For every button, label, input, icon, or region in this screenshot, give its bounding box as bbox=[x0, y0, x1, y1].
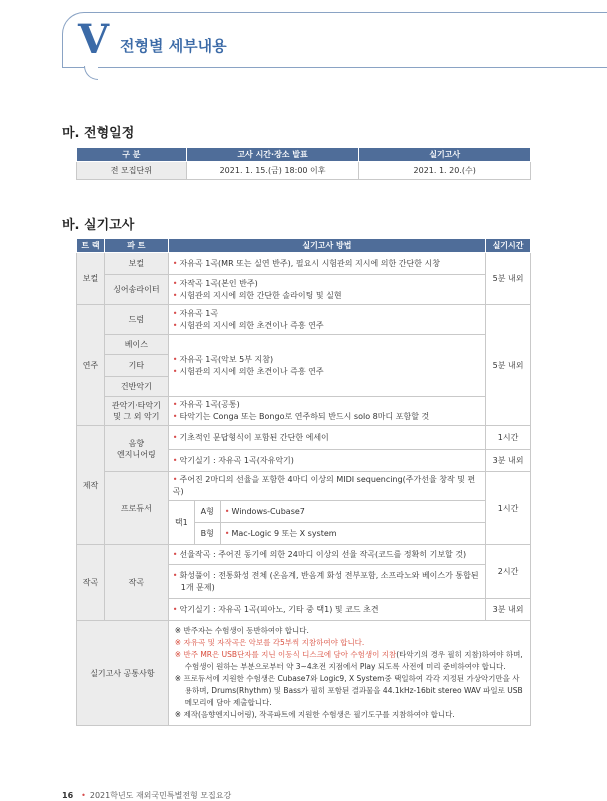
common-note-5: ※ 제작(음향엔지니어링), 작곡파트에 지원한 수험생은 필기도구를 지참하여야 합니다. bbox=[174, 710, 455, 719]
schedule-announce-date: 2021. 1. 15.(금) 18:00 이후 bbox=[186, 162, 359, 180]
compose-harmony-method: • 화성풀이 : 전통화성 전체 (온음계, 반음계 화성 전부포함, 소프라노와 베이스가 통합된 1개 문제) bbox=[168, 565, 485, 599]
exam-heading: 바. 실기고사 bbox=[62, 218, 135, 233]
part-keys: 건반악기 bbox=[104, 377, 168, 397]
part-compose: 작곡 bbox=[104, 545, 168, 621]
part-singer-songwriter: 싱어송라이터 bbox=[104, 275, 168, 305]
sound-instrument-method: • 악기실기 : 자유곡 1곡(자유악기) bbox=[168, 450, 485, 472]
schedule-row-label: 전 모집단위 bbox=[77, 162, 187, 180]
producer-type-a-desc: • Windows-Cubase7 bbox=[220, 501, 485, 523]
drum-method: • 자유곡 1곡 • 시험관의 지시에 의한 초견이나 즉흥 연주 bbox=[168, 305, 485, 335]
exam-header-part: 파 트 bbox=[104, 239, 168, 253]
part-guitar: 기타 bbox=[104, 355, 168, 377]
producer-type-b: B형 bbox=[194, 523, 220, 545]
common-note-3: ※ 반주 MR은 USB단자를 지닌 이동식 디스크에 담아 수험생이 지참(타악기의 경우 필히 지참)하여야 하며, 수험생이 원하는 부분으로부터 약 3~4초전 지점에서 Play 되도록 사전에 미리 준비하여야 합니다. bbox=[174, 650, 523, 671]
track-produce: 제작 bbox=[77, 426, 105, 545]
track-vocal: 보컬 bbox=[77, 253, 105, 305]
perform-time: 5분 내외 bbox=[486, 305, 531, 426]
producer-type-a: A형 bbox=[194, 501, 220, 523]
producer-method: • 주어진 2마디의 선율을 포함한 4마디 이상의 MIDI sequencing(주가선율 창작 및 편곡) bbox=[168, 472, 485, 501]
vocal-method: • 자유곡 1곡(MR 또는 실연 반주), 필요시 시험관의 지시에 의한 간단한 시창 bbox=[168, 253, 485, 275]
schedule-header-exam: 실기고사 bbox=[359, 148, 531, 162]
part-brass-percussion: 관악기·타악기 및 그 외 악기 bbox=[104, 397, 168, 426]
exam-header-track: 트 랙 bbox=[77, 239, 105, 253]
producer-choice: 택1 bbox=[168, 501, 194, 545]
part-vocal: 보컬 bbox=[104, 253, 168, 275]
vocal-time: 5분 내외 bbox=[486, 253, 531, 305]
section-roman-numeral: V bbox=[78, 16, 110, 63]
schedule-exam-date: 2021. 1. 20.(수) bbox=[359, 162, 531, 180]
exam-header-method: 실기고사 방법 bbox=[168, 239, 485, 253]
producer-type-b-desc: • Mac-Logic 9 또는 X system bbox=[220, 523, 485, 545]
common-note-1: ※ 반주자는 수험생이 동반하여야 합니다. bbox=[174, 626, 309, 635]
compose-written-time: 2시간 bbox=[486, 545, 531, 599]
mid-instrument-method: • 자유곡 1곡(악보 5부 지참) • 시험관의 지시에 의한 초견이나 즉흥 연주 bbox=[168, 335, 485, 397]
track-perform: 연주 bbox=[77, 305, 105, 426]
singer-songwriter-method: • 자작곡 1곡(본인 반주) • 시험관의 지시에 의한 간단한 솔라이팅 및 실현 bbox=[168, 275, 485, 305]
exam-table bbox=[76, 238, 531, 726]
brass-method: • 자유곡 1곡(공통) • 타악기는 Conga 또는 Bongo로 연주하되 반드시 solo 8마디 포함할 것 bbox=[168, 397, 485, 426]
schedule-table bbox=[76, 147, 531, 180]
compose-instrument-method: • 악기실기 : 자유곡 1곡(피아노, 기타 중 택1) 및 코드 초견 bbox=[168, 599, 485, 621]
sound-instrument-time: 3분 내외 bbox=[486, 450, 531, 472]
part-drum: 드럼 bbox=[104, 305, 168, 335]
compose-instrument-time: 3분 내외 bbox=[486, 599, 531, 621]
common-note-4: ※ 프로듀서에 지원한 수험생은 Cubase7와 Logic9, X System중 택일하여 각각 지정된 가상악기만을 사용하며, Drums(Rhythm) 및 Bass가 필히 포함된 결과물을 44.1kHz-16bit stereo WAV 파일로 USB 메모리에 담아 제출합니다. bbox=[174, 674, 523, 707]
section-title: 전형별 세부내용 bbox=[120, 37, 227, 55]
sound-essay-time: 1시간 bbox=[486, 426, 531, 450]
part-producer: 프로듀서 bbox=[104, 472, 168, 545]
schedule-header-announce: 고사 시간·장소 발표 bbox=[186, 148, 359, 162]
common-notes bbox=[168, 621, 530, 726]
footer-text: 2021학년도 재외국민특별전형 모집요강 bbox=[89, 791, 232, 800]
part-bass: 베이스 bbox=[104, 335, 168, 355]
schedule-header-category: 구 분 bbox=[77, 148, 187, 162]
producer-time: 1시간 bbox=[486, 472, 531, 545]
compose-melody-method: • 선율작곡 : 주어진 동기에 의한 24마디 이상의 선율 작곡(코드를 정확히 기보할 것) bbox=[168, 545, 485, 565]
track-compose: 작곡 bbox=[77, 545, 105, 621]
part-sound-engineering: 음향 엔지니어링 bbox=[104, 426, 168, 472]
sound-essay-method: • 기초적인 문답형식이 포함된 간단한 에세이 bbox=[168, 426, 485, 450]
page-number: 16 bbox=[62, 791, 74, 800]
exam-header-time: 실기시간 bbox=[486, 239, 531, 253]
banner-tail bbox=[84, 66, 98, 80]
schedule-heading: 마. 전형일정 bbox=[62, 126, 135, 141]
common-note-2: ※ 자유곡 및 자작곡은 악보를 각5부씩 지참하여야 합니다. bbox=[174, 638, 365, 647]
common-notes-label: 실기고사 공통사항 bbox=[77, 621, 169, 726]
page-footer: 16 • 2021학년도 재외국민특별전형 모집요강 bbox=[62, 791, 232, 800]
